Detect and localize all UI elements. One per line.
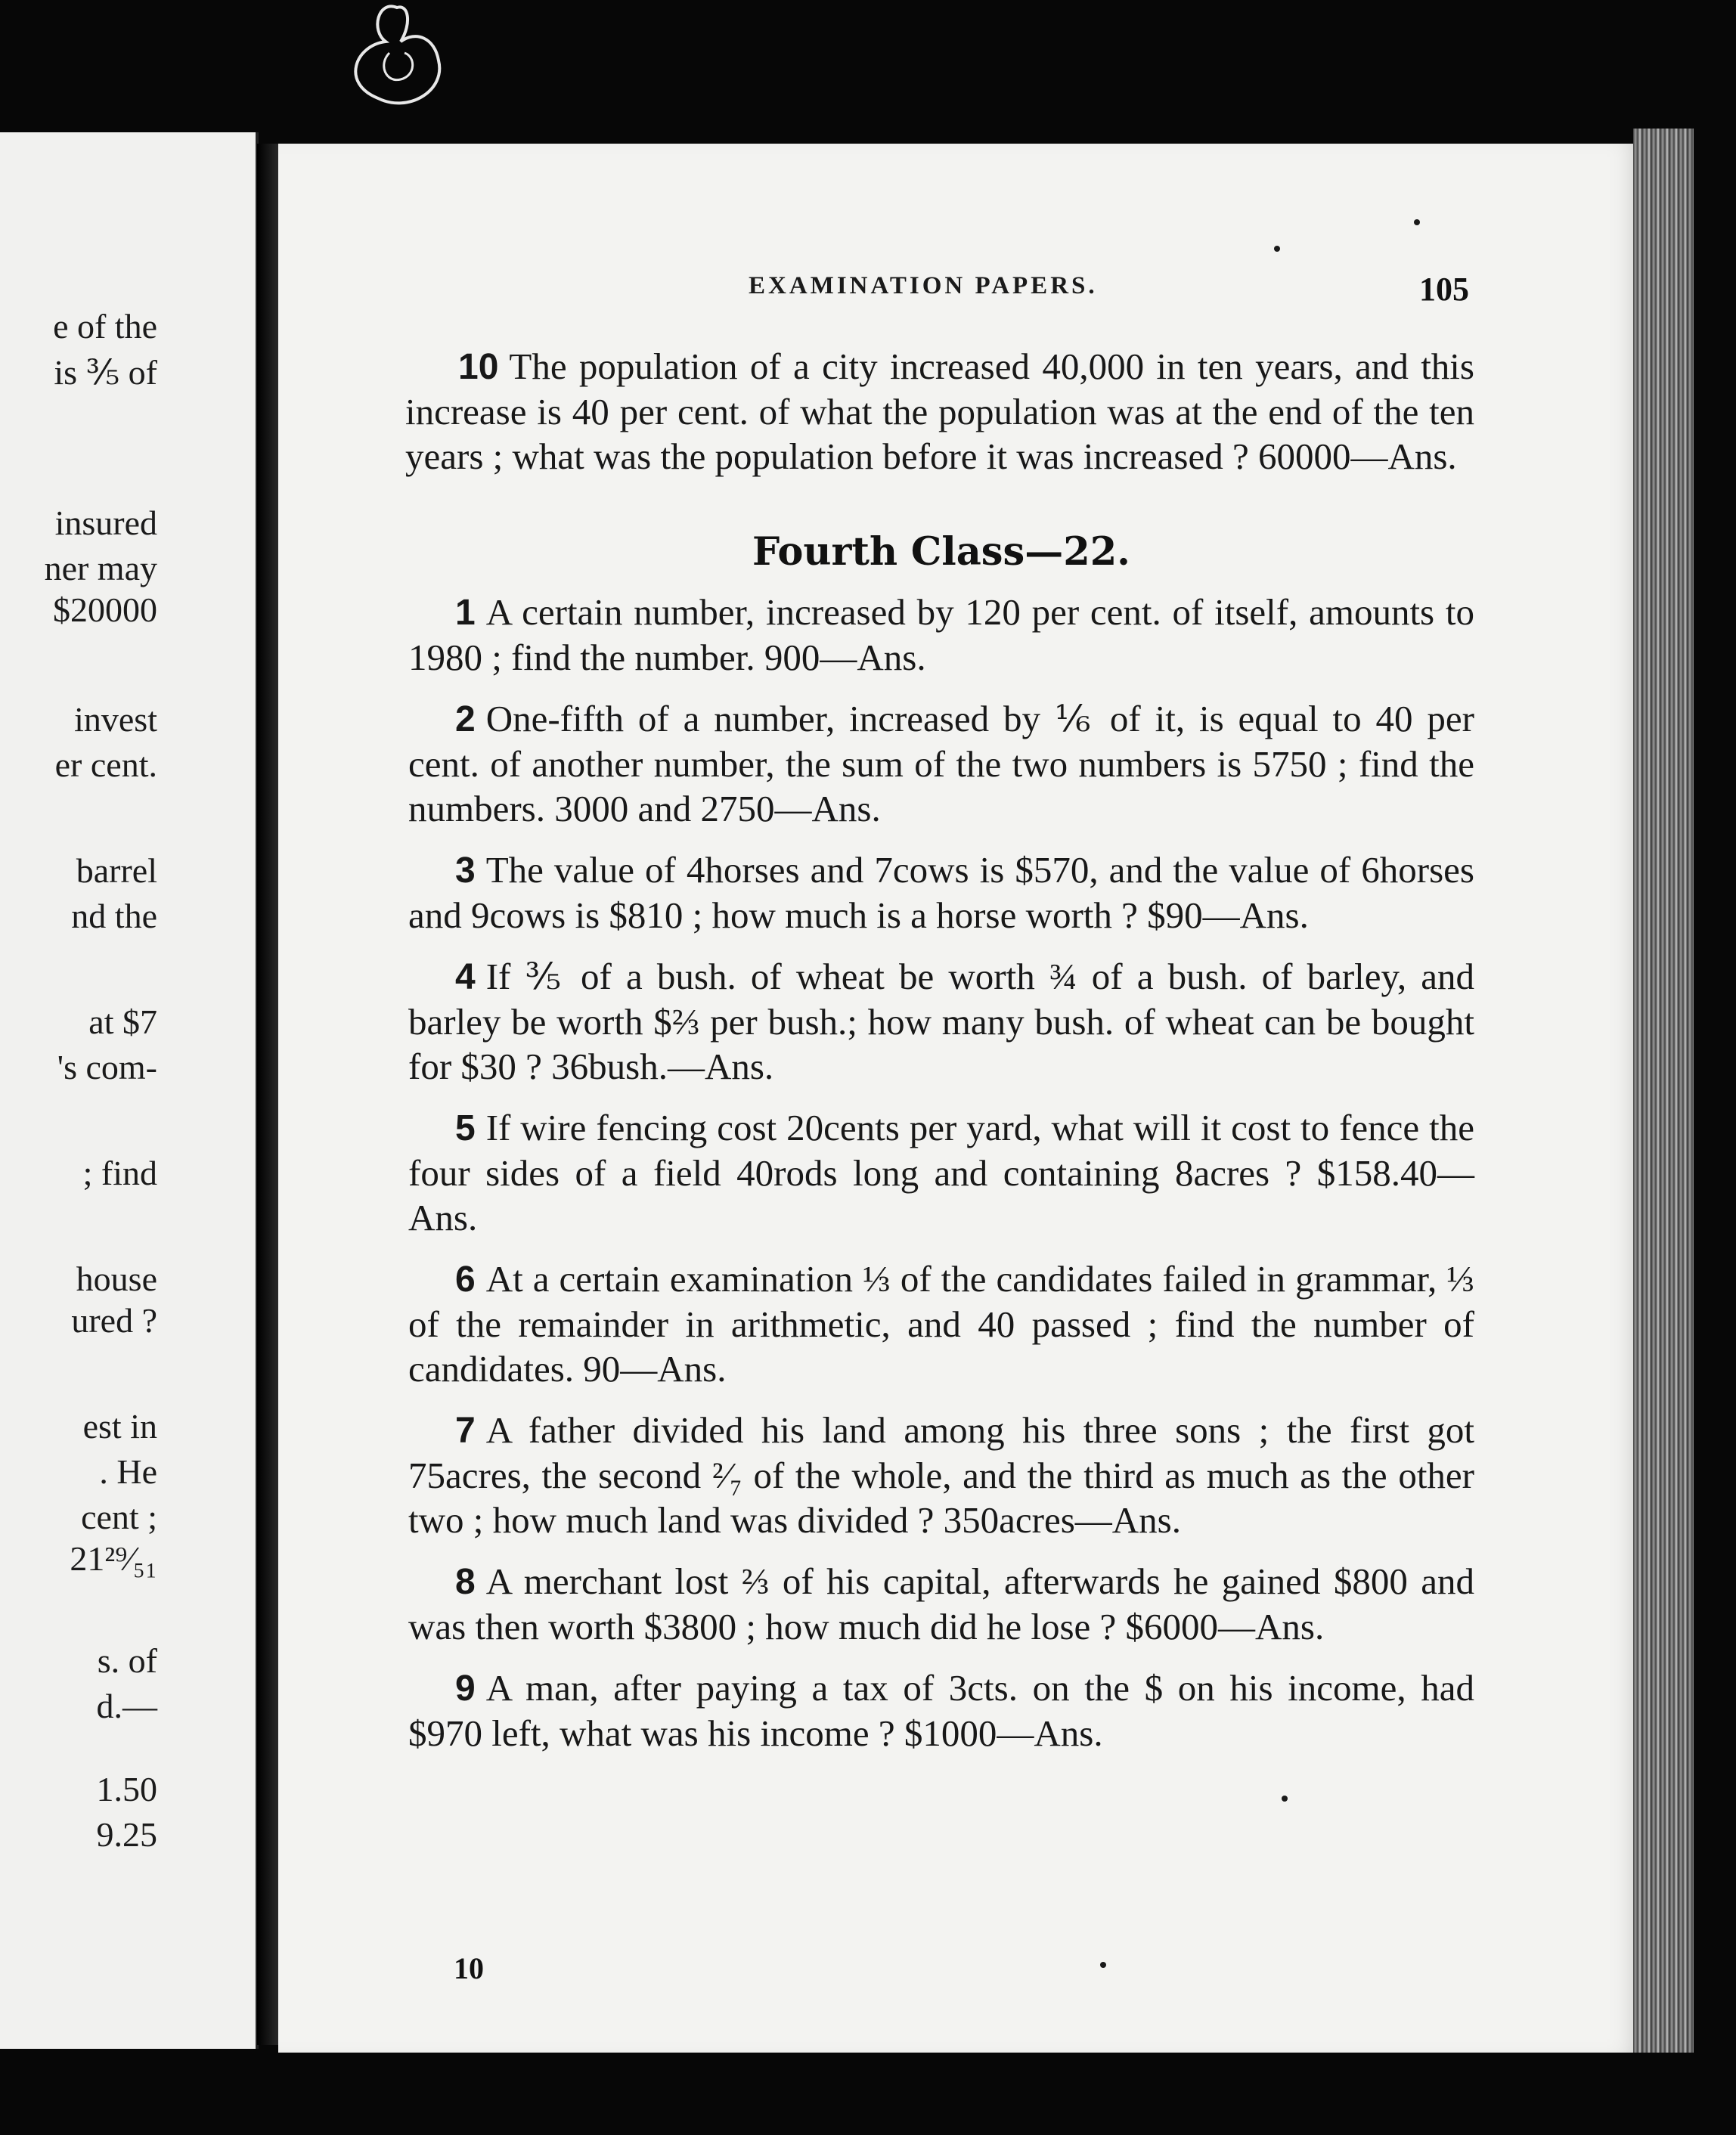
left-page-line: nd the [71,897,157,935]
left-page-line: d.— [96,1687,157,1725]
problem-text: A certain number, increased by 120 per cent. of itself, amounts to 1980 ; find the number. 900—Ans. [408,591,1474,678]
problem-item [408,696,1474,831]
problem-item [408,847,1474,937]
problem-text: The population of a city increased 40,000 in ten years, and this increase is 40 per cent. of what the population was at the end of the ten years ; what was the population before it was increased ? 60000—Ans. [405,346,1474,477]
left-page-line: at $7 [88,1002,157,1041]
left-page-line: er cent. [54,745,157,784]
carryover-problem [405,344,1474,479]
problem-number: 9 [455,1669,476,1709]
left-page-line: house [76,1260,157,1298]
signature-mark: 10 [454,1951,484,1985]
problem-item [408,1408,1474,1542]
problem-list [408,590,1474,1755]
ink-doodle-mark [325,0,469,129]
left-page-line: e of the [53,307,157,346]
section-heading: Fourth Class—22. [752,529,1130,575]
left-page-line: est in [82,1407,157,1446]
problem-number: 6 [455,1260,476,1300]
left-page-line: insured [54,504,157,542]
problems-container [408,590,1474,1755]
left-page-line: 1.50 [96,1770,157,1808]
page-edges [1633,129,1694,2053]
speck [1274,246,1280,252]
problem-item [408,590,1474,680]
problem-text: If wire fencing cost 20cents per yard, what will it cost to fence the four sides of a field 40rods long and containing 8acres ? $158.40—Ans. [408,1107,1474,1238]
left-page-line: 9.25 [96,1815,157,1854]
problem-number: 5 [455,1108,476,1148]
left-page-line: is ⅗ of [54,353,157,392]
problem-text: The value of 4horses and 7cows is $570, and the value of 6horses and 9cows is $810 ; how much is a horse worth ? $90—Ans. [408,849,1474,936]
left-page-line: 21²⁹⁄₅₁ [70,1539,157,1578]
speck [1282,1796,1288,1802]
problem-number: 1 [455,593,476,633]
problem-text: A father divided his land among his three sons ; the first got 75acres, the second ²⁄₇ of the whole, and the third as much as the other two ; how much land was divided ? 350acres—Ans. [408,1409,1474,1541]
page-number: 105 [1419,271,1469,308]
problem-text: At a certain examination ⅓ of the candidates failed in grammar, ⅓ of the remainder in arithmetic, and 40 passed ; find the number of candidates. 90—Ans. [408,1258,1474,1390]
left-page-line: ner may [44,549,157,587]
left-page-line: invest [74,700,157,739]
problem-item [408,1105,1474,1240]
problem-text: One-fifth of a number, increased by ⅙ of it, is equal to 40 per cent. of another number, the sum of the two numbers is 5750 ; find the numbers. 3000 and 2750—Ans. [408,698,1474,829]
problem-number: 7 [455,1411,476,1451]
problem-number: 8 [455,1562,476,1602]
problem-number: 10 [458,347,499,387]
left-page-line: $20000 [53,590,157,629]
speck [1100,1962,1106,1968]
problem-text: If ⅗ of a bush. of wheat be worth ¾ of a bush. of barley, and barley be worth $⅔ per bush.; how many bush. of wheat can be bought for $30 ? 36bush.—Ans. [408,956,1474,1087]
speck [1414,219,1420,225]
problem-item [408,1257,1474,1391]
left-facing-page [0,132,259,2049]
left-page-line: ; find [82,1154,157,1192]
problem-item [408,954,1474,1089]
left-page-line: barrel [76,851,157,890]
problem-number: 2 [455,699,476,739]
problem-text: A man, after paying a tax of 3cts. on the $ on his income, had $970 left, what was his income ? $1000—Ans. [408,1667,1474,1754]
running-head: EXAMINATION PAPERS. [749,272,1098,299]
book-gutter [257,144,280,2045]
problem-item [408,1559,1474,1649]
left-page-line: cent ; [81,1498,157,1536]
left-page-line: . He [99,1452,157,1491]
problem-item [408,1666,1474,1755]
problem-number: 4 [455,957,476,997]
left-page-line: 's com- [57,1048,157,1086]
left-page-line: s. of [97,1641,157,1680]
problem-number: 3 [455,851,476,891]
left-page-line: ured ? [71,1301,157,1340]
problem-text: A merchant lost ⅔ of his capital, afterwards he gained $800 and was then worth $3800 ; how much did he lose ? $6000—Ans. [408,1560,1474,1647]
